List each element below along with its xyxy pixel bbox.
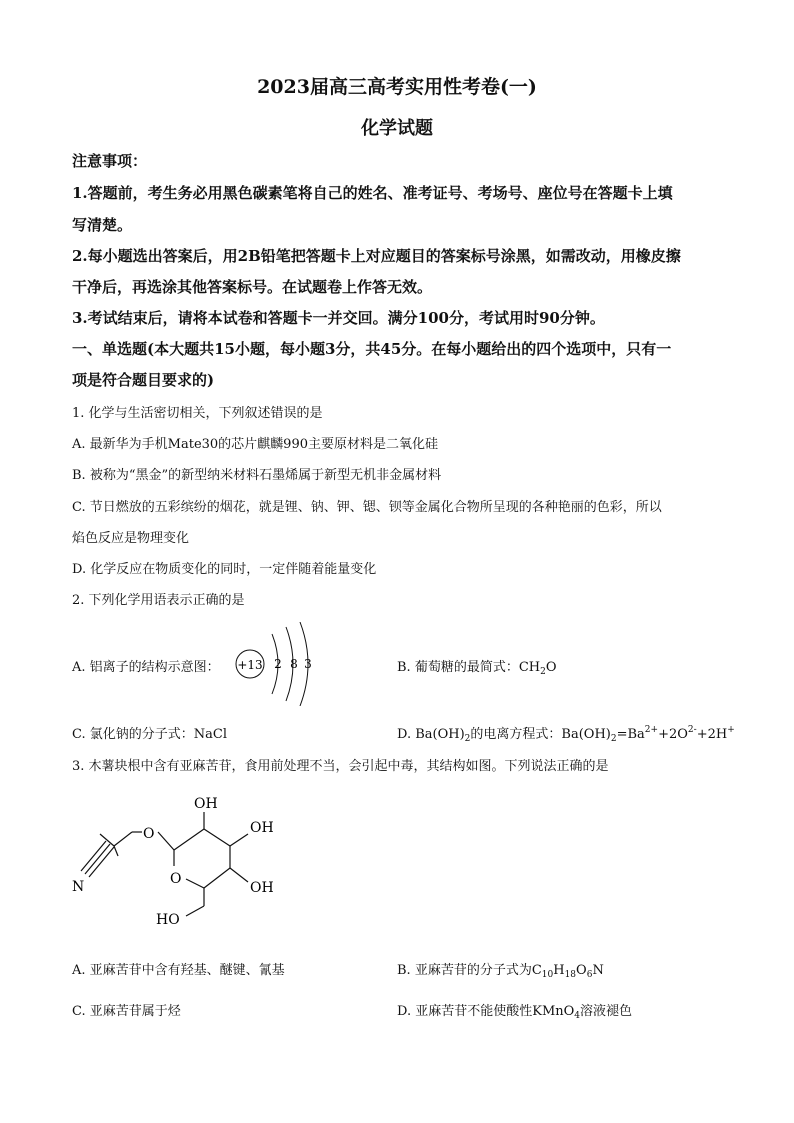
q3-stem: 3. 木薯块根中含有亚麻苦苷，食用前处理不当，会引起中毒，其结构如图。下列说法正确的是 (72, 759, 609, 774)
ch2o-o: O (545, 660, 557, 675)
q3-option-d (397, 1000, 632, 1021)
q3-option-b (397, 959, 604, 980)
oh-right-label: OH (250, 820, 274, 836)
q1-option-c: C. 节日燃放的五彩缤纷的烟花，就是锂、钠、钾、锶、钡等金属化合物所呈现的各种艳丽的色彩，所以 (72, 500, 662, 515)
q2-option-b (397, 656, 557, 677)
ch2o-sub: 2 (540, 667, 546, 677)
q2-d-eq2: +2O (658, 727, 688, 742)
q3-b-n: N (592, 963, 604, 978)
q3-b-c-sub: 10 (541, 970, 554, 980)
shell-1-count: 2 (274, 657, 282, 671)
aluminum-ion-diagram (228, 622, 328, 706)
ring-oxygen-label: O (170, 871, 182, 887)
notice-item-2-cont: 干净后，再选涂其他答案标号。在试题卷上作答无效。 (72, 278, 433, 296)
ether-oxygen-label: O (143, 826, 155, 842)
shell-3-count: 3 (304, 657, 312, 671)
q2-d-mid: 的电离方程式：Ba(OH) (470, 727, 611, 742)
oh-bottom-label: OH (250, 880, 274, 896)
q1-option-d: D. 化学反应在物质变化的同时，一定伴随着能量变化 (72, 562, 377, 577)
q3-b-h-sub: 18 (564, 970, 577, 980)
q3-b-o: O (576, 963, 587, 978)
exam-subject: 化学试题 (361, 118, 433, 139)
q1-option-a: A. 最新华为手机Mate30的芯片麒麟990主要原材料是二氧化硅 (72, 437, 438, 452)
nucleus-charge: +13 (237, 658, 263, 672)
q3-d-label: D. 亚麻苦苷不能使酸性 (397, 1004, 533, 1019)
q2-option-a-label: A. 铝离子的结构示意图： (72, 660, 220, 675)
notice-item-3: 3.考试结束后，请将本试卷和答题卡一并交回。满分100分，考试用时90分钟。 (72, 309, 605, 327)
q1-option-b: B. 被称为“黑金”的新型纳米材料石墨烯属于新型无机非金属材料 (72, 468, 442, 483)
q3-b-h: H (553, 963, 565, 978)
q2-d-eq: =Ba (616, 727, 645, 742)
linamarin-structure (70, 788, 300, 930)
q3-option-c: C. 亚麻苦苷属于烃 (72, 1004, 181, 1019)
notice-heading: 注意事项： (72, 152, 148, 170)
notice-item-1: 1.答题前，考生务必用黑色碳素笔将自己的姓名、准考证号、考场号、座位号在答题卡上填 (72, 184, 673, 202)
q2-option-b-label: B. 葡萄糖的最简式： (397, 660, 519, 675)
q3-b-label: B. 亚麻苦苷的分子式为 (397, 963, 532, 978)
section-heading: 一、单选题(本大题共15小题，每小题3分，共45分。在每小题给出的四个选项中，只有一 (72, 340, 672, 358)
q2-d-label: D. Ba(OH) (397, 727, 465, 742)
exam-title: 2023届高三高考实用性考卷(一) (257, 76, 537, 98)
q3-d-kmno: KMnO (532, 1004, 575, 1019)
oh-top-label: OH (194, 796, 218, 812)
q3-d-kmno-sub: 4 (574, 1011, 581, 1021)
notice-item-1-cont: 写清楚。 (72, 216, 133, 234)
q2-d-eq3: +2H (696, 727, 728, 742)
q3-b-o-sub: 6 (586, 970, 593, 980)
notice-item-2: 2.每小题选出答案后，用2B铅笔把答题卡上对应题目的答案标号涂黑，如需改动，用橡皮擦 (72, 247, 681, 265)
q1-option-c-cont: 焰色反应是物理变化 (72, 531, 190, 546)
q2-d-sub2: 2 (610, 734, 617, 744)
q3-d-tail: 溶液褪色 (580, 1004, 633, 1019)
shell-2-count: 8 (290, 657, 298, 671)
q3-option-a: A. 亚麻苦苷中含有羟基、醚键、氰基 (72, 963, 285, 978)
q2-d-sub1: 2 (464, 734, 471, 744)
nitrogen-label: N (72, 879, 85, 895)
q2-option-c: C. 氯化钠的分子式：NaCl (72, 727, 227, 742)
q1-stem: 1. 化学与生活密切相关，下列叙述错误的是 (72, 406, 323, 421)
q2-d-sup3: + (727, 725, 735, 735)
q2-stem: 2. 下列化学用语表示正确的是 (72, 593, 245, 608)
q2-option-d (397, 723, 735, 744)
q2-d-sup2: 2- (687, 725, 697, 735)
section-heading-cont: 项是符合题目要求的) (72, 371, 215, 389)
q2-d-sup1: 2+ (644, 725, 659, 735)
ch2o-c: CH (518, 660, 541, 675)
q3-b-c: C (531, 963, 542, 978)
ho-left-label: HO (156, 912, 180, 928)
